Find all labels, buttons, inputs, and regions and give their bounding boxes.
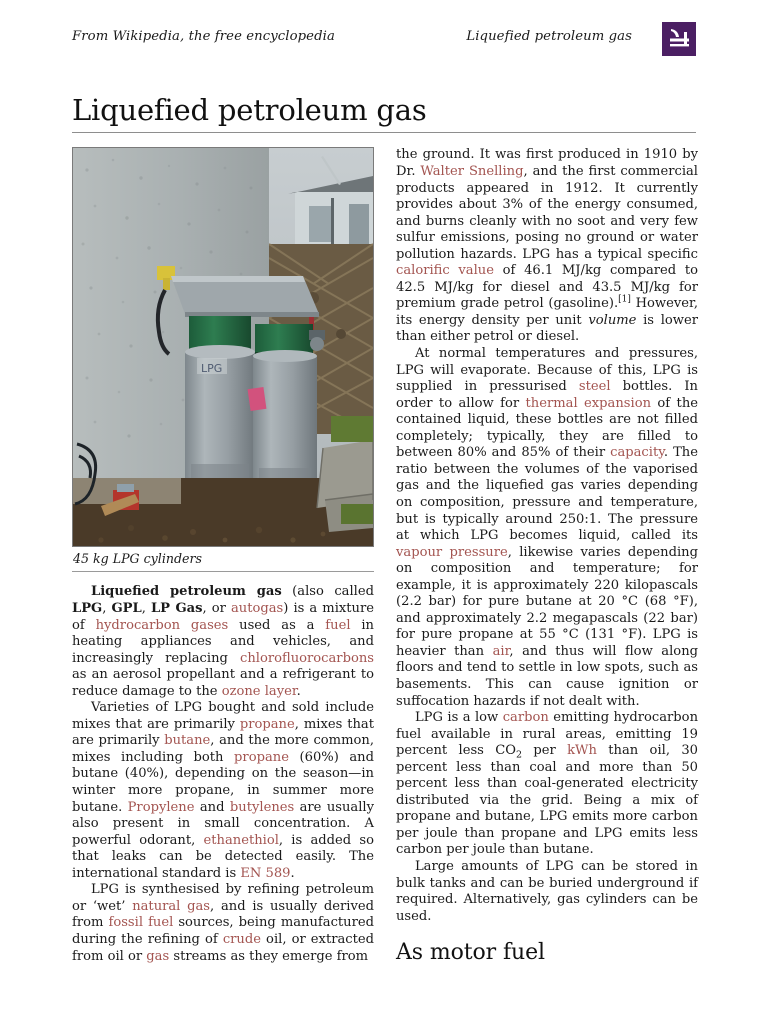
link-butane[interactable]: butane <box>164 733 211 749</box>
link-ozone-layer[interactable]: ozone layer <box>221 683 297 699</box>
link-capacity[interactable]: capacity <box>610 445 664 461</box>
title-block <box>72 94 696 133</box>
paragraph-history: the ground. It was first produced in 1910 by Dr. Walter Snelling, and the first commercial products appeared in 1912. It currently provides about 3% of the energy consumed, and burns cleanly with no soot and very few sulfur emissions, posing no ground or water pollution hazards. LPG has a typical specific calorific value of 46.1 MJ/kg compared to 42.5 MJ/kg for diesel and 43.5 MJ/kg for premium grade petrol (gasoline).[1] However, its energy density per unit volume is lower than either petrol or diesel. <box>396 147 698 345</box>
link-crude-oil[interactable]: crude <box>222 931 261 947</box>
svg-text:LPG: LPG <box>201 362 223 376</box>
link-fossil-fuel[interactable]: fossil fuel <box>108 915 174 931</box>
link-walter-snelling[interactable]: Walter Snelling <box>420 164 524 180</box>
subscript-co2: 2 <box>515 749 523 761</box>
paragraph-emissions: LPG is a low carbon emitting hydrocarbon fuel available in rural areas, emitting 19 percent less $CO_2$ per kWh than oil, 30 percent less than coal and more than 50 percent less than coal-generated electricity distributed via the grid. Being a mix of propane and butane, LPG emits more carbon per joule than propane and LPG emits less carbon per joule than butane. <box>396 710 698 858</box>
link-air[interactable]: air <box>492 643 510 659</box>
link-gas[interactable]: gas <box>146 948 170 964</box>
page-title: Liquefied petroleum gas <box>72 93 427 127</box>
paragraph-definition: Liquefied petroleum gas (also called LPG, GPL, LP Gas, or autogas) is a mixture of hydrocarbon gases used as a fuel in heating appliances and vehicles, and increasingly replacing chlorofluorocarbons as an aerosol propellant and a refrigerant to reduce damage to the ozone layer. <box>72 584 374 699</box>
section-heading-as-motor-fuel: As motor fuel <box>396 940 545 966</box>
link-thermal-expansion[interactable]: thermal expansion <box>525 395 652 411</box>
running-header <box>72 22 696 68</box>
figure-caption: 45 kg LPG cylinders <box>72 547 374 572</box>
link-calorific-value[interactable]: calorific value <box>396 263 494 279</box>
paragraph-synthesis: LPG is synthesised by refining petroleum or ‘wet’ natural gas, and is usually derived from fossil fuel sources, being manufactured during the refining of crude oil, or extracted from oil or gas streams as they emerge from <box>72 882 375 964</box>
link-propylene[interactable]: Propylene <box>127 799 195 815</box>
link-kwh[interactable]: kWh <box>567 743 597 759</box>
wikipedia-w-logo <box>662 22 696 56</box>
paragraph-storage: Large amounts of LPG can be stored in bulk tanks and can be buried underground if required. Alternatively, gas cylinders can be used. <box>396 858 698 924</box>
link-steel[interactable]: steel <box>578 379 611 395</box>
source-attribution: From Wikipedia, the free encyclopedia <box>72 29 335 44</box>
link-fuel[interactable]: fuel <box>325 617 351 633</box>
link-ethanethiol[interactable]: ethanethiol <box>203 832 279 848</box>
lead-term: Liquefied petroleum gas <box>90 584 282 600</box>
link-carbon[interactable]: carbon <box>502 710 549 726</box>
lpg-cylinders-figure <box>72 147 374 572</box>
article-body <box>72 147 699 966</box>
title-divider <box>72 132 696 133</box>
link-hydrocarbon-gases[interactable]: hydrocarbon gases <box>95 617 229 633</box>
lpg-cylinders-photo <box>72 147 374 547</box>
link-butylenes[interactable]: butylenes <box>229 799 295 815</box>
link-chlorofluorocarbons[interactable]: chlorofluorocarbons <box>240 650 374 666</box>
paragraph-varieties: Varieties of LPG bought and sold include mixes that are primarily propane, mixes that are primarily butane, and the more common, mixes including both propane (60%) and butane (40%), depending on the season—in winter more propane, in summer more butane. Propylene and butylenes are usually also present in small concentration. A powerful odorant, ethanethiol, is added so that leaks can be detected easily. The international standard is EN 589. <box>72 700 375 881</box>
link-vapour-pressure[interactable]: vapour pressure <box>396 544 508 560</box>
left-column <box>72 147 374 965</box>
citation-1[interactable]: [1] <box>618 295 631 306</box>
link-en-589[interactable]: EN 589 <box>240 865 291 881</box>
right-column <box>396 147 698 965</box>
link-propane-mix[interactable]: propane <box>234 749 289 765</box>
link-propane[interactable]: propane <box>239 716 295 732</box>
link-autogas[interactable]: autogas <box>230 601 284 617</box>
running-title: Liquefied petroleum gas <box>466 29 632 44</box>
emphasis-volume: volume <box>588 312 637 328</box>
paragraph-properties: At normal temperatures and pressures, LPG will evaporate. Because of this, LPG is supplied in pressurised steel bottles. In order to allow for thermal expansion of the contained liquid, these bottles are not filled completely; typically, they are filled to between 80% and 85% of their capacity. The ratio between the volumes of the vaporised gas and the liquefied gas varies depending on composition, pressure and temperature, but is typically around 250:1. The pressure at which LPG becomes liquid, called its vapour pressure, likewise varies depending on composition and temperature; for example, it is approximately 220 kilopascals (2.2 bar) for pure butane at 20 °C (68 °F), and approximately 2.2 megapascals (22 bar) for pure propane at 55 °C (131 °F). LPG is heavier than air, and thus will flow along floors and tend to settle in low spots, such as basements. This can cause ignition or suffocation hazards if not dealt with. <box>396 346 699 709</box>
link-natural-gas[interactable]: natural gas <box>132 898 211 914</box>
